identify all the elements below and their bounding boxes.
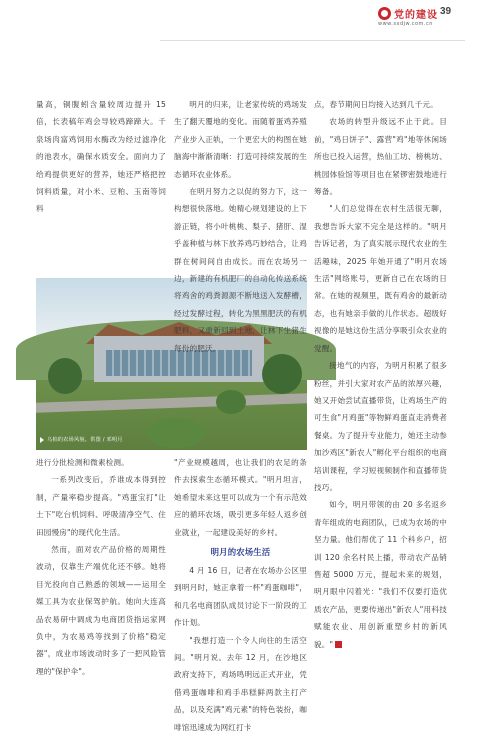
photo-caption-text: 乌柏的农场风貌。供图 / 邓明月: [47, 437, 123, 443]
page-header: [0, 0, 484, 56]
paragraph: 在明月努力之以促的努力下，这一构想很快落地。她精心规划建设的上下游正链，将小叶桃桃、梨子、猪肝、湿乎盖种植与林下放养鸡巧妙结合，让鸡群在树间间自由成长。而在农场另一边，新建的有机肥厂的自动化传送系统将鸡舍的鸡粪源源不断地送入发酵槽，经过发酵过程，转化为黑黑肥沃的有机肥料，又重新回到土地，让林下生猪生每份的肥沃。: [174, 187, 307, 353]
website-url: www.sxdjw.com.cn: [378, 21, 433, 27]
column-1-lower: [36, 454, 166, 676]
paragraph: 量高，铜腹蚓含量较周边提升 15 倍，长表稿年鸡会导较鸡蹄蹄大。千泉场肉富鸡饲用水酶改为经过滤净化的池表水，确保水质安全。面向力了给鸡提供更好的营养，她还严格把控饲料质量，对小米、豆粕、玉南等饲料: [36, 100, 166, 214]
paragraph: "人们总觉得在农村生活很无聊，我想告诉大家不完全是这样的。"明月告诉记者，为了真实展示现代农业的生活趣味，2025 年她开通了"明月农场生活"网络账号，更新自己在农场的日常。在她的视频里，既有鸡舍的最新动态，也有她亲手做的儿作状态。超级好视像的是她这份生活分享吸引众农业的觉醒。: [314, 204, 447, 353]
column-1: [36, 96, 166, 218]
paragraph: 接地气的内容，为明月积累了很多粉丝，并引大家对农产品的浓厚兴趣，她又开始尝试直播带货，让鸡场生产的可生食"月鸡蛋"等物鲜鸡蛋直走消费者餐桌。为了提升专业能力，她还主动参加沙鸡区"新农人"孵化平台组织的电商培训课程，学习短视频制作和直播带货技巧。: [314, 361, 447, 492]
paragraph: 然而，面对农产品价格的周期性波动，仅靠生产端优化还不够。她将目光投向自己熟悉的领域——运用全媒工具为农业保驾护航。她向大连高品农易研中调成为电商团货指运家网负中，为农易鸡等找到了价格"稳定器"，成业市场波动时多了一把风险管理的"保护伞"。: [36, 545, 166, 676]
photo-tree: [48, 358, 82, 394]
page-number: 39: [440, 6, 452, 17]
photo-tree: [146, 418, 206, 448]
photo-tree: [216, 390, 246, 414]
paragraph: "我想打造一个令人向往的生活空间。"明月说。去年 12 月，在沙地区政府支持下，鸡场鸣明远正式开业，凭借鸡蛋咖啡和鸡手串糕鲜两款主打产品，以及充满"鸡元素"的特色装扮，咖啡馆迅速成为网红打卡: [174, 635, 307, 732]
column-2: [174, 96, 307, 353]
paragraph: 进行分批检测和微素检测。: [36, 458, 129, 467]
paragraph: 一系列改变后，乔谁成本得到控制，产量率稳步提高。"鸡蛋宝打"让土下"吃台机饲料、呼吸清净空气、住田园慢房"的现代化生活。: [36, 475, 166, 537]
caption-triangle-icon: [40, 437, 44, 443]
paragraph: 4 月 16 日，记者在农场办公区里到明月时，她正拿着一杯"鸡蛋咖啡"，和几名电商团队成员讨论下一阶段的工作计划。: [174, 566, 307, 628]
paragraph: "产业规模越周，也让我们的农足的条件去探索生态循环模式。"明月坦言，她希望未来这里可以成为一个有示范效应的循环农场，吸引更多年轻人返乡创业就业，一起建设美好的乡村。: [174, 458, 307, 537]
column-2-tail: [174, 546, 307, 736]
photo-caption: [40, 436, 123, 443]
column-2-body: [174, 454, 307, 732]
paragraph: 农场的转型升级远不止于此。目前，"鸡日饼子"、露营"鸡"地等休闲场所也已投入运营，热仙工坊、榜桃坊、桃园体验馆等项目也在紧锣密鼓地进行筹备。: [314, 117, 447, 197]
paragraph: 明月的归来，让老家传统的鸡场发生了翻天覆地的变化。而随着蛋鸡养殖产业步入正轨，一个更宏大的构图在她脑海中渐渐清晰：打造可持续发展的生态循环农业体系。: [174, 100, 307, 179]
header-divider: [160, 40, 465, 41]
section-heading: 明月的农场生活: [210, 547, 271, 558]
paragraph-text: 如今，明月带领的由 20 多名返乡青年组成的电商团队，已成为农场的中坚力量。他们帮优了 11 个科乡户，招训 120 余名村民上播，带动农产品销售超 5000 万元，提起未来的规划，明月眼中闪着光："我们不仅要打造优质农产品，更要传递出"新农人"用科技赋能农业、用创新重塑乡村的新风貌。": [314, 500, 447, 649]
column-3: [314, 96, 447, 649]
party-emblem-icon: [378, 7, 391, 20]
paragraph: [314, 496, 447, 653]
end-mark-icon: [335, 641, 342, 648]
photo-tree: [262, 354, 302, 394]
magazine-logo: [378, 6, 438, 21]
logo-text: 党的建设: [394, 10, 438, 21]
paragraph: 点，春节期间日均接入达到几千元。: [314, 100, 438, 109]
